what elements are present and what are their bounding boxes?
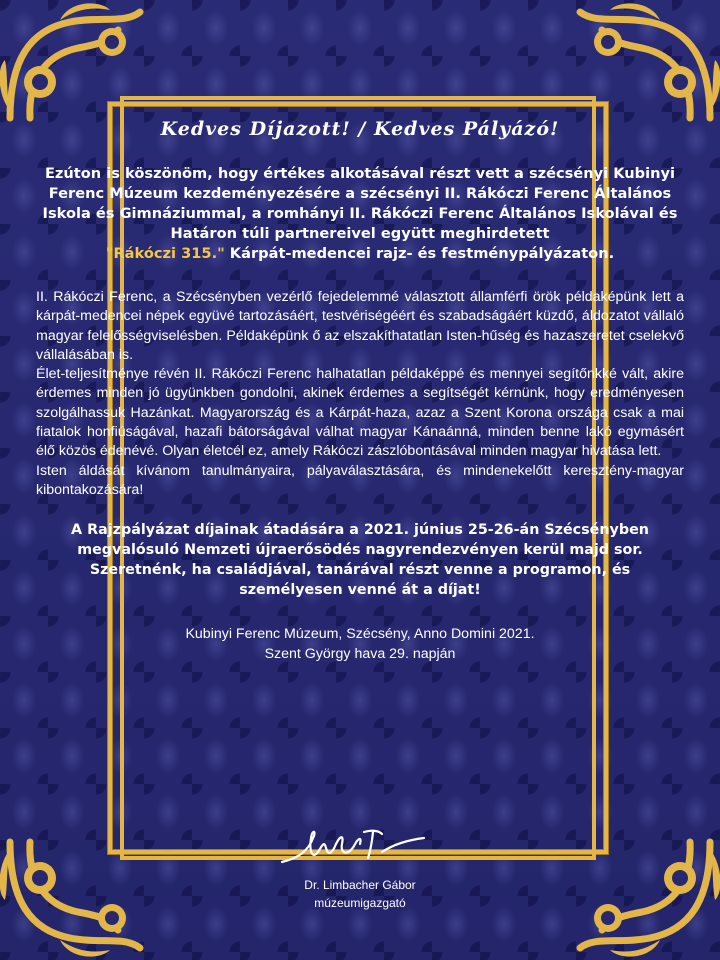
- signoff-day: Szent György hava 29. napján: [264, 646, 456, 663]
- intro-tail: Kárpát-medencei rajz- és festménypályázaton.: [224, 245, 615, 262]
- signature-icon: [278, 822, 428, 870]
- signer-name: Dr. Limbacher Gábor: [304, 878, 416, 892]
- greeting-heading: Kedves Díjazott! / Kedves Pályázó!: [160, 118, 560, 140]
- letter-body: [36, 288, 684, 500]
- signoff: [36, 624, 684, 664]
- letter-content: [36, 118, 684, 664]
- invitation-paragraph: A Rajzpályázat díjainak átadására a 2021. június 25-26-án Szécsényben megvalósuló Nemzeti újraerősödés nagyrendezvényen kerül majd sor. Szeretnénk, ha családjával, tanárával részt venne a programon, és személyesen venné át a díjat!: [71, 522, 649, 599]
- body-paragraph: II. Rákóczi Ferenc, a Szécsényben vezérlő fejedelemmé választott államférfi örök példaképünk lett a kárpát-medencei népek együvé tartozásáért, testvériségéért és szabadságáért küzdő, áldozatot vállaló magyar felelősségviselésben. Példaképünk ő az elszakíthatatlan Isten-hűség és hazaszeretet cselekvő vállalásában is.: [36, 289, 684, 363]
- signer-block: [0, 876, 720, 912]
- signer-title: múzeumigazgató: [314, 896, 406, 910]
- intro-paragraph: [36, 164, 684, 264]
- competition-name: "Rákóczi 315.": [105, 245, 225, 262]
- body-paragraph: Élet-teljesítménye révén II. Rákóczi Ferenc halhatatlan példaképpé és mennyei segítőnkké vált, akire érdemes minden jó ügyünkben gondolni, akinek érdemes a segítségét kérnünk, hogy eredményesen szolgálhassuk Hazánkat. Magyarország és a Kárpát-haza, azaz a Szent Korona országa csak a mai fiatalok honfiúságával, hazafi bátorságával válhat magyar Kánaánná, minden benne lakó egymásért élő közös édenévé. Olyan életcél ez, amely Rákóczi zászlóbontásával minden magyar hivatása lett.: [36, 366, 684, 460]
- corner-ornament-icon: [0, 0, 150, 130]
- intro-text: Ezúton is köszönöm, hogy értékes alkotásával részt vett a szécsényi Kubinyi Ferenc Múzeum kezdeményezésére a szécsényi II. Rákóczi Ferenc Általános Iskola és Gimnáziummal, a romhányi II. Rákóczi Ferenc Általános Iskolával és Határon túli partnereivel együtt meghirdetett: [42, 165, 678, 242]
- signoff-place-date: Kubinyi Ferenc Múzeum, Szécsény, Anno Domini 2021.: [185, 626, 535, 643]
- body-paragraph: Isten áldását kívánom tanulmányaira, pályaválasztására, és mindenekelőtt keresztény-magyar kibontakozására!: [36, 462, 684, 498]
- corner-ornament-icon: [570, 0, 720, 130]
